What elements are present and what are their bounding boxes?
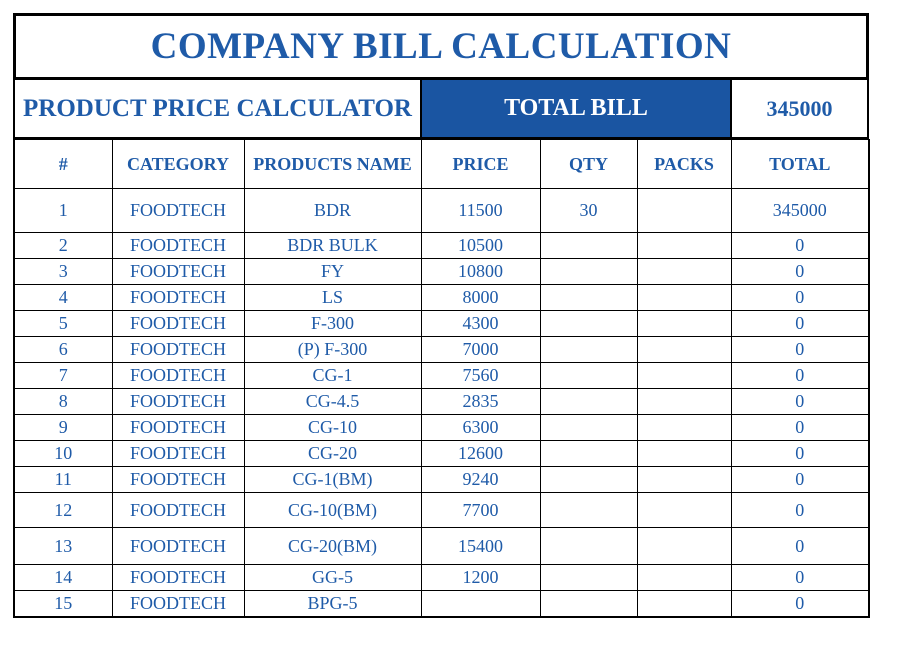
cell-product-name[interactable]: CG-10(BM) — [244, 493, 421, 528]
cell-category[interactable]: FOODTECH — [112, 591, 244, 617]
cell-price[interactable]: 7000 — [421, 337, 540, 363]
cell-packs[interactable] — [637, 233, 731, 259]
cell-total[interactable]: 0 — [731, 337, 869, 363]
cell-packs[interactable] — [637, 467, 731, 493]
cell-product-name[interactable]: CG-20 — [244, 441, 421, 467]
cell-qty[interactable] — [540, 311, 637, 337]
table-row — [14, 259, 869, 285]
cell-packs[interactable] — [637, 415, 731, 441]
cell-packs[interactable] — [637, 259, 731, 285]
column-header-category: CATEGORY — [112, 140, 244, 189]
cell-qty[interactable] — [540, 363, 637, 389]
column-header-total: TOTAL — [731, 140, 869, 189]
cell-product-name[interactable]: LS — [244, 285, 421, 311]
cell-product-name[interactable]: CG-1 — [244, 363, 421, 389]
cell-serial[interactable]: 10 — [14, 441, 112, 467]
cell-serial[interactable]: 7 — [14, 363, 112, 389]
cell-category[interactable]: FOODTECH — [112, 363, 244, 389]
cell-product-name[interactable]: FY — [244, 259, 421, 285]
cell-category[interactable]: FOODTECH — [112, 233, 244, 259]
cell-price[interactable]: 11500 — [421, 189, 540, 233]
cell-price[interactable]: 7560 — [421, 363, 540, 389]
table-row — [14, 311, 869, 337]
page-title: COMPANY BILL CALCULATION — [150, 26, 732, 67]
cell-qty[interactable] — [540, 285, 637, 311]
cell-qty[interactable] — [540, 493, 637, 528]
cell-total[interactable]: 0 — [731, 441, 869, 467]
cell-price[interactable]: 4300 — [421, 311, 540, 337]
cell-packs[interactable] — [637, 337, 731, 363]
cell-category[interactable]: FOODTECH — [112, 528, 244, 565]
cell-packs[interactable] — [637, 285, 731, 311]
cell-category[interactable]: FOODTECH — [112, 285, 244, 311]
cell-total[interactable]: 0 — [731, 259, 869, 285]
cell-product-name[interactable]: GG-5 — [244, 565, 421, 591]
cell-total[interactable]: 0 — [731, 363, 869, 389]
cell-qty[interactable] — [540, 591, 637, 617]
cell-price[interactable]: 9240 — [421, 467, 540, 493]
cell-price[interactable]: 6300 — [421, 415, 540, 441]
cell-total[interactable]: 0 — [731, 415, 869, 441]
cell-serial[interactable]: 9 — [14, 415, 112, 441]
cell-total[interactable]: 0 — [731, 528, 869, 565]
cell-qty[interactable] — [540, 259, 637, 285]
cell-qty[interactable] — [540, 337, 637, 363]
cell-product-name[interactable]: BPG-5 — [244, 591, 421, 617]
cell-packs[interactable] — [637, 389, 731, 415]
cell-product-name[interactable]: (P) F-300 — [244, 337, 421, 363]
cell-price[interactable]: 10800 — [421, 259, 540, 285]
cell-product-name[interactable]: CG-4.5 — [244, 389, 421, 415]
cell-category[interactable]: FOODTECH — [112, 467, 244, 493]
cell-serial[interactable]: 11 — [14, 467, 112, 493]
column-header-qty: QTY — [540, 140, 637, 189]
cell-category[interactable]: FOODTECH — [112, 441, 244, 467]
cell-serial[interactable]: 15 — [14, 591, 112, 617]
product-price-calculator-label: PRODUCT PRICE CALCULATOR — [15, 80, 422, 137]
table-row — [14, 467, 869, 493]
cell-product-name[interactable]: F-300 — [244, 311, 421, 337]
cell-qty[interactable] — [540, 389, 637, 415]
cell-qty[interactable] — [540, 565, 637, 591]
cell-category[interactable]: FOODTECH — [112, 389, 244, 415]
cell-packs[interactable] — [637, 189, 731, 233]
table-row — [14, 591, 869, 617]
table-row — [14, 233, 869, 259]
cell-serial[interactable]: 13 — [14, 528, 112, 565]
cell-serial[interactable]: 1 — [14, 189, 112, 233]
cell-category[interactable]: FOODTECH — [112, 493, 244, 528]
cell-packs[interactable] — [637, 565, 731, 591]
cell-qty[interactable]: 30 — [540, 189, 637, 233]
cell-category[interactable]: FOODTECH — [112, 565, 244, 591]
cell-product-name[interactable]: CG-1(BM) — [244, 467, 421, 493]
cell-serial[interactable]: 4 — [14, 285, 112, 311]
table-row — [14, 493, 869, 528]
table-row — [14, 441, 869, 467]
cell-qty[interactable] — [540, 528, 637, 565]
subheader-row — [13, 80, 869, 139]
table-row — [14, 528, 869, 565]
cell-category[interactable]: FOODTECH — [112, 337, 244, 363]
cell-qty[interactable] — [540, 441, 637, 467]
cell-category[interactable]: FOODTECH — [112, 189, 244, 233]
cell-product-name[interactable]: CG-20(BM) — [244, 528, 421, 565]
cell-serial[interactable]: 8 — [14, 389, 112, 415]
cell-serial[interactable]: 12 — [14, 493, 112, 528]
cell-total[interactable]: 0 — [731, 233, 869, 259]
cell-total[interactable]: 0 — [731, 311, 869, 337]
table-row — [14, 285, 869, 311]
cell-price[interactable]: 12600 — [421, 441, 540, 467]
header-row — [14, 140, 869, 189]
column-header-product-name: PRODUCTS NAME — [244, 140, 421, 189]
cell-category[interactable]: FOODTECH — [112, 311, 244, 337]
cell-total[interactable]: 0 — [731, 565, 869, 591]
table-row — [14, 363, 869, 389]
cell-price[interactable]: 2835 — [421, 389, 540, 415]
cell-price[interactable]: 1200 — [421, 565, 540, 591]
table-row — [14, 389, 869, 415]
title-banner — [13, 13, 869, 80]
cell-total[interactable]: 0 — [731, 285, 869, 311]
cell-product-name[interactable]: CG-10 — [244, 415, 421, 441]
cell-serial[interactable]: 5 — [14, 311, 112, 337]
cell-category[interactable]: FOODTECH — [112, 415, 244, 441]
table-row — [14, 189, 869, 233]
table-body — [14, 189, 869, 617]
cell-price[interactable]: 7700 — [421, 493, 540, 528]
column-header-packs: PACKS — [637, 140, 731, 189]
cell-price[interactable]: 10500 — [421, 233, 540, 259]
table-row — [14, 337, 869, 363]
products-table — [13, 139, 870, 618]
total-bill-label: TOTAL BILL — [422, 80, 732, 137]
cell-serial[interactable]: 2 — [14, 233, 112, 259]
cell-total[interactable]: 0 — [731, 467, 869, 493]
cell-qty[interactable] — [540, 467, 637, 493]
total-bill-value[interactable]: 345000 — [766, 95, 833, 121]
cell-price[interactable] — [421, 591, 540, 617]
cell-serial[interactable]: 14 — [14, 565, 112, 591]
cell-total[interactable]: 0 — [731, 493, 869, 528]
cell-category[interactable]: FOODTECH — [112, 259, 244, 285]
cell-qty[interactable] — [540, 233, 637, 259]
cell-product-name[interactable]: BDR BULK — [244, 233, 421, 259]
bill-sheet — [13, 13, 869, 618]
cell-packs[interactable] — [637, 311, 731, 337]
cell-packs[interactable] — [637, 363, 731, 389]
cell-total[interactable]: 0 — [731, 591, 869, 617]
cell-price[interactable]: 8000 — [421, 285, 540, 311]
column-header-price: PRICE — [421, 140, 540, 189]
table-row — [14, 415, 869, 441]
cell-packs[interactable] — [637, 493, 731, 528]
column-header-serial: # — [14, 140, 112, 189]
cell-packs[interactable] — [637, 528, 731, 565]
cell-serial[interactable]: 3 — [14, 259, 112, 285]
table-row — [14, 565, 869, 591]
cell-product-name[interactable]: BDR — [244, 189, 421, 233]
cell-total[interactable]: 345000 — [731, 189, 869, 233]
cell-price[interactable]: 15400 — [421, 528, 540, 565]
cell-packs[interactable] — [637, 591, 731, 617]
cell-packs[interactable] — [637, 441, 731, 467]
cell-serial[interactable]: 6 — [14, 337, 112, 363]
cell-total[interactable]: 0 — [731, 389, 869, 415]
cell-qty[interactable] — [540, 415, 637, 441]
